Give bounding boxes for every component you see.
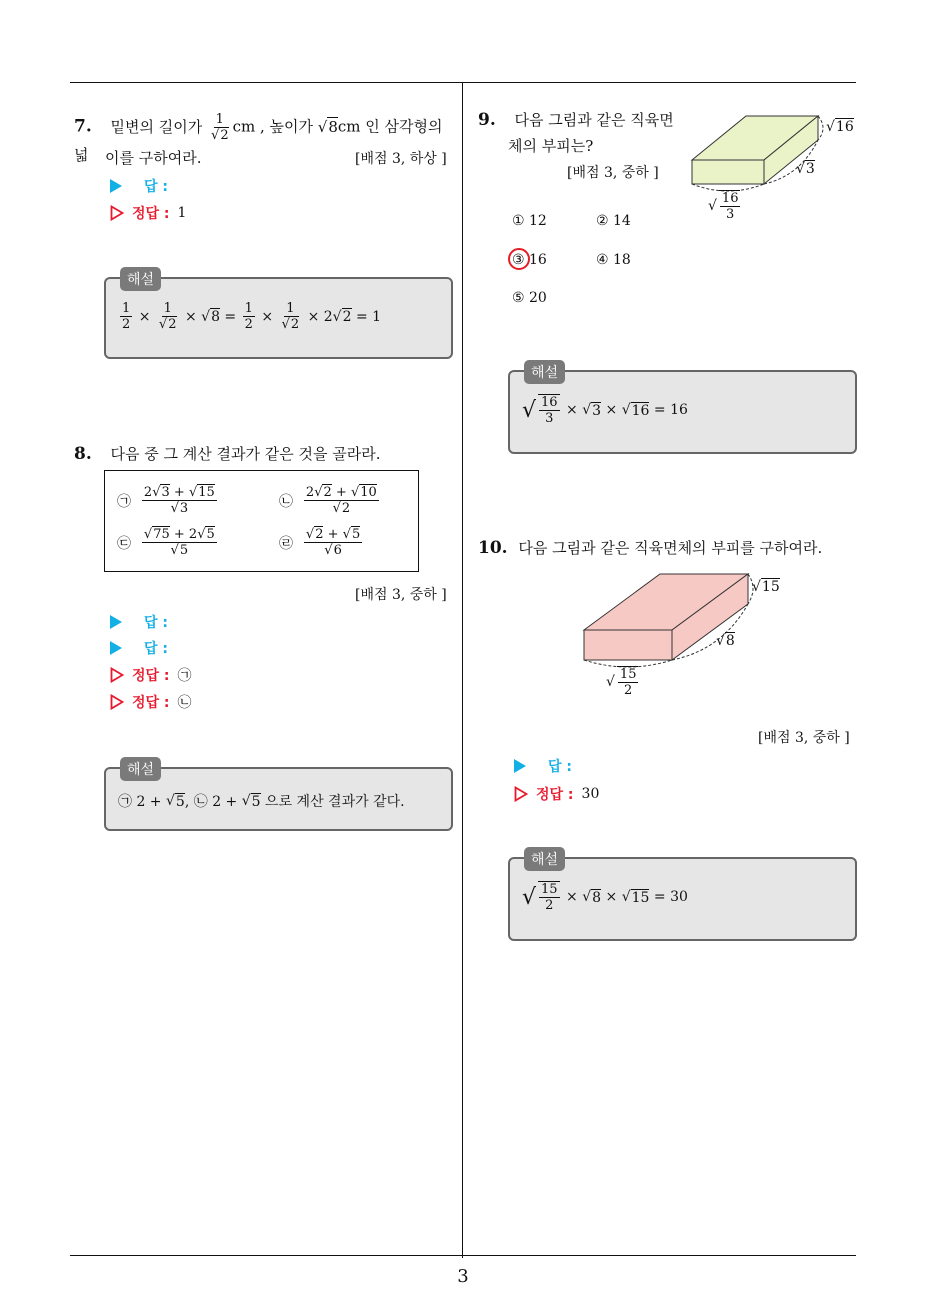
q7-correct-row <box>110 203 186 223</box>
q10-answer-row[interactable]: 답 : <box>514 756 572 776</box>
column-divider <box>462 83 463 1258</box>
q8-option-4[interactable]: ㉣ √ 2 + √ 5 √ 6 <box>279 527 364 558</box>
q9-number: 9. <box>478 110 496 130</box>
q7-height-root: 8 <box>328 117 338 136</box>
q9-explanation-tag: 해설 <box>524 360 565 384</box>
q10-fig-right-label: √ 8 <box>716 632 735 649</box>
q7-explanation-eq: $\frac{1}{2}$ × 1 √ 2 × √ 8 = $\frac{1}{2}$ × 1 √ 2 × 2 √ 2 = 1 <box>118 301 381 332</box>
q8-answer-row-2[interactable]: 답 : <box>110 638 168 658</box>
q7-correct-value: 1 <box>177 205 187 221</box>
q8-option-1[interactable]: ㉠ 2√ 3 + √ 15 √ 3 <box>117 485 219 516</box>
play-icon <box>110 179 122 193</box>
q9-choice-4[interactable]: ④ 18 <box>596 252 631 268</box>
q9-fig-right-label: √ 3 <box>796 160 815 177</box>
q8-number: 8. <box>74 444 92 464</box>
q7-text-a: 밑변의 길이가 <box>110 117 203 136</box>
q9-choice-1[interactable]: ① 12 <box>512 213 547 229</box>
q8-correct-row-1: 정답 : ㉠ <box>110 665 192 685</box>
q7-base-fraction: 1 √ 2 <box>209 112 231 143</box>
q7-answer-label: 답 : <box>144 179 168 195</box>
q7-text-d: 이를 구하여라. <box>105 149 202 167</box>
q7-explanation-tag: 해설 <box>120 267 161 291</box>
q8-explanation-text: ㉠ 2 + √ 5 , ㉡ 2 + √ 5 으로 계산 결과가 같다. <box>118 791 405 811</box>
page-number: 3 <box>457 1266 469 1287</box>
q10-explanation-box <box>508 852 857 941</box>
q10-text: 다음 그림과 같은 직육면체의 부피를 구하여라. <box>518 539 823 557</box>
q10-explanation-tag: 해설 <box>524 847 565 871</box>
q9-explanation-box <box>508 365 857 454</box>
q10-score: [배점 3, 중하 ] <box>758 730 850 746</box>
outline-play-icon <box>110 667 124 683</box>
q7-explanation-box <box>104 272 453 359</box>
q7-answer-row[interactable] <box>110 176 168 196</box>
q10-cuboid-front <box>584 630 672 660</box>
q9-choice-3[interactable]: ③ 16 <box>512 252 547 268</box>
q9-choice-2[interactable]: ② 14 <box>596 213 631 229</box>
play-icon <box>514 759 526 773</box>
q9-stem <box>478 108 674 132</box>
q8-stem <box>74 442 381 466</box>
q7-score: [배점 3, 하상 ] <box>355 151 447 167</box>
q9-fig-bottom-label: √ $\frac{16}{3}$ <box>708 190 742 222</box>
q9-score: [배점 3, 중하 ] <box>567 165 659 181</box>
q9-text-b: 체의 부피는? <box>508 137 594 155</box>
outline-play-icon <box>110 205 124 221</box>
top-rule <box>70 82 856 83</box>
q8-score: [배점 3, 중하 ] <box>355 587 447 603</box>
q9-fig-top-label: √ 16 <box>826 118 854 135</box>
q9-text-a: 다음 그림과 같은 직육면 <box>514 111 674 129</box>
q10-number: 10. <box>478 538 508 558</box>
q8-answer-row-1[interactable]: 답 : <box>110 612 168 632</box>
q8-option-3[interactable]: ㉢ √ 75 + 2√ 5 √ 5 <box>117 527 219 558</box>
q9-explanation-eq: √ $\frac{16}{3}$ × √ 3 × √ 16 = 16 <box>522 394 688 426</box>
q9-choice-5[interactable]: ⑤ 20 <box>512 290 547 306</box>
outline-play-icon <box>110 694 124 710</box>
q9-selected-circle-icon <box>508 248 530 270</box>
q8-explanation-box <box>104 762 453 831</box>
q10-fig-bottom-label: √ $\frac{15}{2}$ <box>606 666 640 698</box>
q7-correct-label: 정답 : <box>132 206 170 222</box>
q10-fig-top-label: √ 15 <box>752 578 780 595</box>
q7-text-b: cm , 높이가 <box>232 117 314 136</box>
q10-stem <box>478 536 822 560</box>
q10-correct-row: 정답 : 30 <box>514 784 599 804</box>
play-icon <box>110 615 122 629</box>
play-icon <box>110 641 122 655</box>
outline-play-icon <box>514 786 528 802</box>
q8-options-box <box>104 470 419 572</box>
q7-number: 7. <box>74 116 92 137</box>
q8-option-2[interactable]: ㉡ 2√ 2 + √ 10 √ 2 <box>279 485 381 516</box>
q7-text-c: cm 인 삼각형의 넓 <box>74 117 443 164</box>
q8-text: 다음 중 그 계산 결과가 같은 것을 골라라. <box>110 445 381 463</box>
q10-explanation-eq: √ $\frac{15}{2}$ × √ 8 × √ 15 = 30 <box>522 881 688 913</box>
bottom-rule <box>70 1255 856 1256</box>
q9-cuboid-front <box>692 160 764 184</box>
q8-explanation-tag: 해설 <box>120 757 161 781</box>
q8-correct-row-2: 정답 : ㉡ <box>110 692 192 712</box>
